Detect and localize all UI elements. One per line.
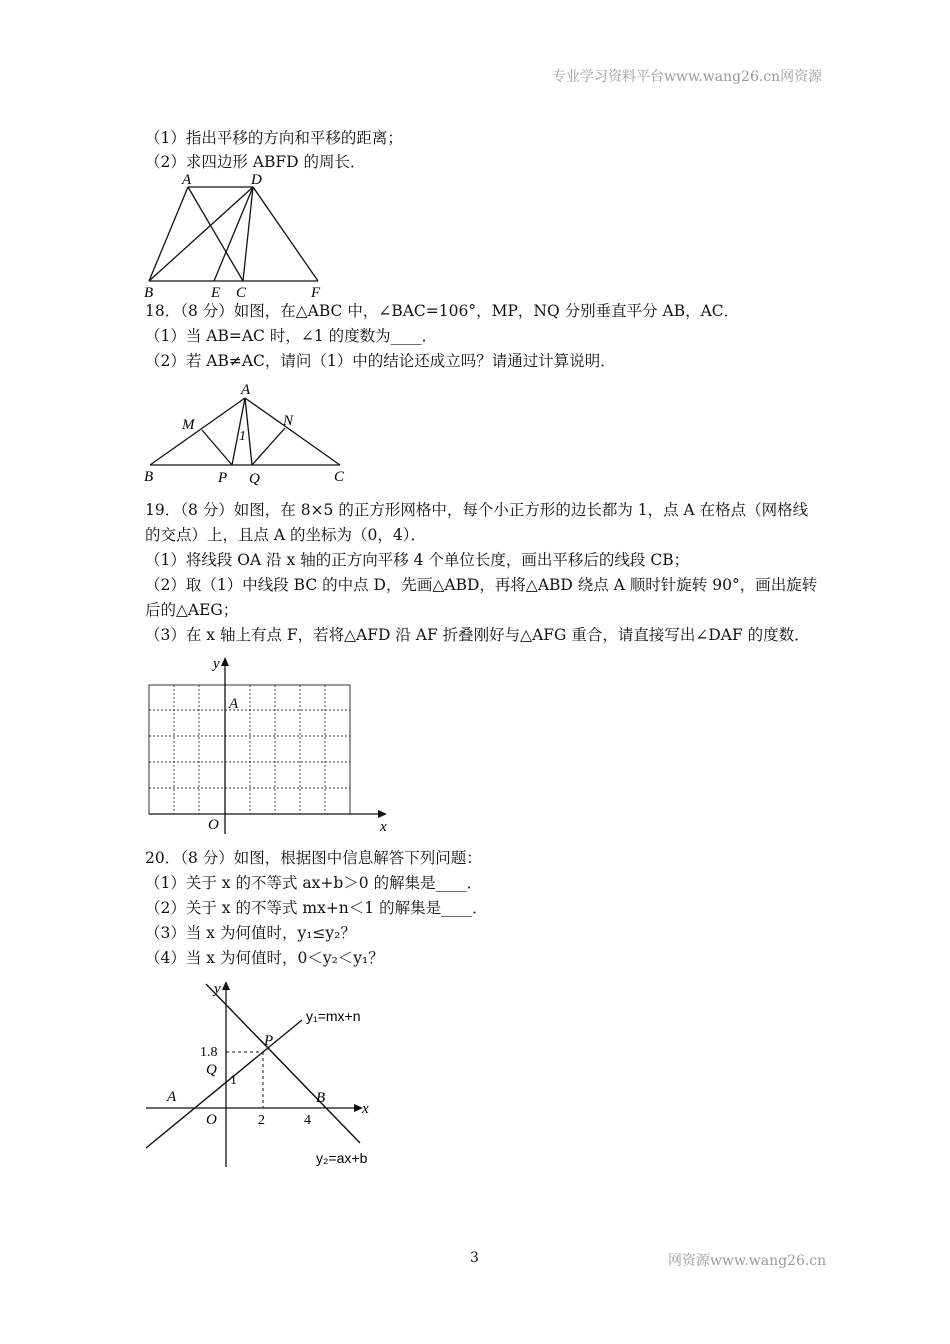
q18-stem: 18．（8 分）如图，在△ABC 中，∠BAC=106°，MP，NQ 分别垂直平分 AB，AC． xyxy=(145,302,740,320)
q17-label-e: E xyxy=(211,285,221,300)
q20-label-b: B xyxy=(316,1090,326,1106)
q20-eq-y2: y₂=ax+b xyxy=(316,1150,368,1166)
q20-tick-2: 2 xyxy=(258,1113,265,1128)
q19-part1: （1）将线段 OA 沿 x 轴的正方向平移 4 个单位长度，画出平移后的线段 CB； xyxy=(145,551,690,569)
q20-part4: （4）当 x 为何值时，0＜y₂＜y₁？ xyxy=(145,949,384,967)
q20-graph-figure xyxy=(140,975,390,1175)
q18-label-m: M xyxy=(182,417,195,433)
q19-part2-2: 后的△AEG； xyxy=(145,601,239,619)
q18-label-b: B xyxy=(144,469,154,485)
q20-eq-y1: y₁=mx+n xyxy=(306,1008,361,1024)
q17-label-a: A xyxy=(182,172,192,188)
q18-label-a: A xyxy=(241,382,251,398)
q18-part2: （2）若 AB≠AC，请问（1）中的结论还成立吗？请通过计算说明． xyxy=(145,352,616,370)
q20-tick-1-8: 1.8 xyxy=(200,1045,218,1060)
q20-axis-y: y xyxy=(214,981,221,997)
q20-axis-x: x xyxy=(362,1101,369,1117)
q20-tick-4: 4 xyxy=(304,1113,311,1128)
q17-part1: （1）指出平移的方向和平移的距离； xyxy=(145,129,403,147)
q18-label-q: Q xyxy=(249,471,260,487)
q20-tick-1: 1 xyxy=(230,1073,237,1088)
q17-figure xyxy=(140,170,340,300)
q18-label-p: P xyxy=(218,470,228,486)
footer-watermark: 网资源www.wang26.cn xyxy=(668,1253,827,1269)
q19-part3: （3）在 x 轴上有点 F，若将△AFD 沿 AF 折叠刚好与△AFG 重合，请直接写出∠DAF 的度数． xyxy=(145,626,810,644)
q18-label-c: C xyxy=(334,469,345,485)
q20-label-p: P xyxy=(264,1033,274,1049)
q19-axis-y: y xyxy=(213,656,220,672)
q17-label-d: D xyxy=(251,172,262,188)
q18-label-n: N xyxy=(283,413,294,429)
q17-label-f: F xyxy=(311,285,321,300)
q19-axis-x: x xyxy=(380,819,387,835)
q18-figure xyxy=(140,378,355,488)
q19-grid-figure xyxy=(140,652,400,838)
q19-stem-1: 19．（8 分）如图，在 8×5 的正方形网格中，每个小正方形的边长都为 1，点 A 在格点（网格线 xyxy=(145,501,809,519)
q20-label-a: A xyxy=(167,1089,177,1105)
q20-label-o: O xyxy=(206,1112,217,1128)
header-watermark: 专业学习资料平台www.wang26.cn网资源 xyxy=(552,69,823,85)
q20-part3: （3）当 x 为何值时，y₁≤y₂？ xyxy=(145,924,356,942)
q17-part2: （2）求四边形 ABFD 的周长． xyxy=(145,153,366,171)
q18-angle-1: 1 xyxy=(239,429,246,444)
q18-part1: （1）当 AB=AC 时，∠1 的度数为____． xyxy=(145,327,438,345)
q19-label-o: O xyxy=(208,817,219,833)
q20-part1: （1）关于 x 的不等式 ax+b＞0 的解集是____． xyxy=(145,874,483,892)
q17-label-c: C xyxy=(236,285,247,300)
page-number: 3 xyxy=(470,1250,479,1266)
q19-stem-2: 的交点）上，且点 A 的坐标为（0，4）． xyxy=(145,526,427,544)
q17-label-b: B xyxy=(144,285,154,300)
q20-stem: 20．（8 分）如图，根据图中信息解答下列问题： xyxy=(145,849,482,867)
q20-label-q: Q xyxy=(206,1062,217,1078)
q19-part2-1: （2）取（1）中线段 BC 的中点 D，先画△ABD，再将△ABD 绕点 A 顺时针旋转 90°，画出旋转 xyxy=(145,576,818,594)
q20-part2: （2）关于 x 的不等式 mx+n＜1 的解集是____． xyxy=(145,899,488,917)
q19-label-a: A xyxy=(229,696,239,712)
